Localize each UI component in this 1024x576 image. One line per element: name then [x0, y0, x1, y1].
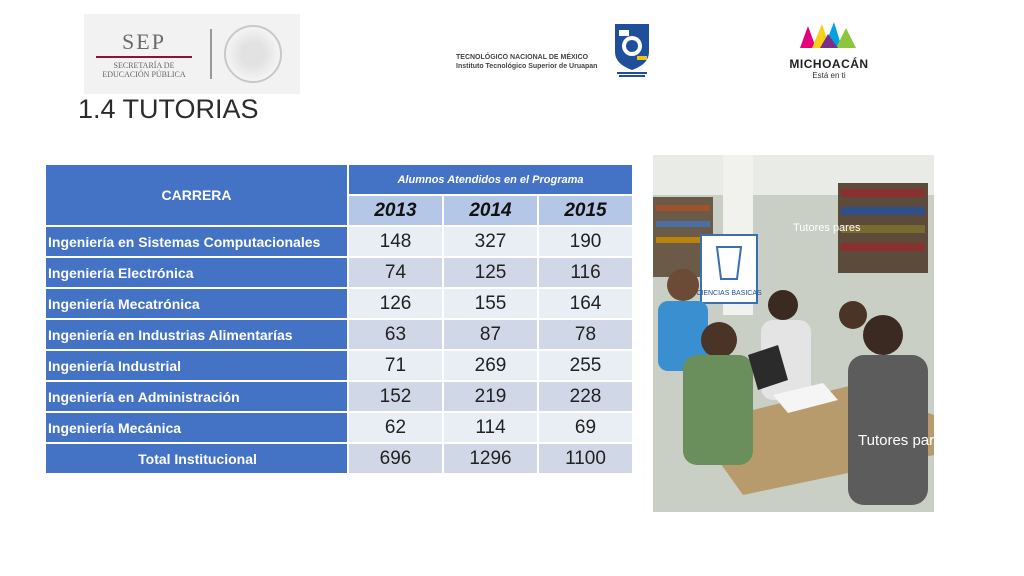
sep-divider: [210, 29, 212, 79]
row-label: Ingeniería Mecatrónica: [45, 288, 348, 319]
michoacan-crown-icon: [794, 22, 864, 50]
tutoring-photo: [653, 155, 950, 512]
sep-line-2: EDUCACIÓN PÚBLICA: [102, 70, 186, 79]
michoacan-tagline: Está en ti: [812, 71, 846, 80]
cell-value: 190: [538, 226, 633, 257]
row-label: Ingeniería en Administración: [45, 381, 348, 412]
cell-value: 148: [348, 226, 443, 257]
cell-value: 71: [348, 350, 443, 381]
sep-rule: [96, 56, 192, 58]
shirt-text: Tutores pares: [858, 432, 950, 449]
michoacan-name: MICHOACÁN: [789, 57, 869, 71]
table-row: [45, 412, 633, 443]
cell-value: 62: [348, 412, 443, 443]
cell-value: 125: [443, 257, 538, 288]
year-header: 2013: [348, 195, 443, 226]
table-row: [45, 288, 633, 319]
sep-wordmark: [84, 29, 204, 79]
tutoring-scene-illustration: [653, 155, 950, 512]
carrera-header: CARRERA: [45, 164, 348, 226]
year-header: 2014: [443, 195, 538, 226]
row-label: Ingeniería en Sistemas Computacionales: [45, 226, 348, 257]
sign-text: CIENCIAS BASICAS: [696, 290, 762, 297]
cell-value: 78: [538, 319, 633, 350]
cell-value: 114: [443, 412, 538, 443]
itsu-logo-icon: [611, 22, 653, 78]
row-label: Ingeniería Mecánica: [45, 412, 348, 443]
total-label: Total Institucional: [45, 443, 348, 474]
table-row: [45, 257, 633, 288]
cell-value: 219: [443, 381, 538, 412]
national-seal-icon: [224, 25, 282, 83]
cell-value: 155: [443, 288, 538, 319]
page-title: 1.4 TUTORIAS: [78, 94, 259, 124]
cell-value: 126: [348, 288, 443, 319]
total-value: 1296: [443, 443, 538, 474]
cell-value: 228: [538, 381, 633, 412]
table-total-row: [45, 443, 633, 474]
cell-value: 69: [538, 412, 633, 443]
tutorias-table: [44, 163, 634, 475]
row-label: Ingeniería Electrónica: [45, 257, 348, 288]
table-row: [45, 319, 633, 350]
row-label: Ingeniería en Industrias Alimentarías: [45, 319, 348, 350]
table-row: [45, 381, 633, 412]
sep-line-1: SECRETARÍA DE: [113, 61, 175, 70]
cell-value: 164: [538, 288, 633, 319]
cell-value: 116: [538, 257, 633, 288]
table-row: [45, 226, 633, 257]
cell-value: 63: [348, 319, 443, 350]
tec-nacional-text: [456, 53, 597, 71]
total-value: 696: [348, 443, 443, 474]
michoacan-logo: [784, 22, 874, 80]
year-header: 2015: [538, 195, 633, 226]
tec-line-1: TECNOLÓGICO NACIONAL DE MÉXICO: [456, 54, 589, 61]
cell-value: 269: [443, 350, 538, 381]
row-label: Ingeniería Industrial: [45, 350, 348, 381]
alumnos-group-header: Alumnos Atendidos en el Programa: [348, 164, 633, 195]
cell-value: 74: [348, 257, 443, 288]
table-row: [45, 350, 633, 381]
cell-value: 152: [348, 381, 443, 412]
sep-acronym: SEP: [122, 29, 166, 54]
tec-line-2: Instituto Tecnológico Superior de Uruapan: [456, 63, 598, 70]
total-value: 1100: [538, 443, 633, 474]
cell-value: 87: [443, 319, 538, 350]
cell-value: 255: [538, 350, 633, 381]
poster-text: Tutores pares: [793, 222, 861, 234]
table-header-row: [45, 164, 633, 195]
cell-value: 327: [443, 226, 538, 257]
sep-logo: [84, 14, 300, 94]
